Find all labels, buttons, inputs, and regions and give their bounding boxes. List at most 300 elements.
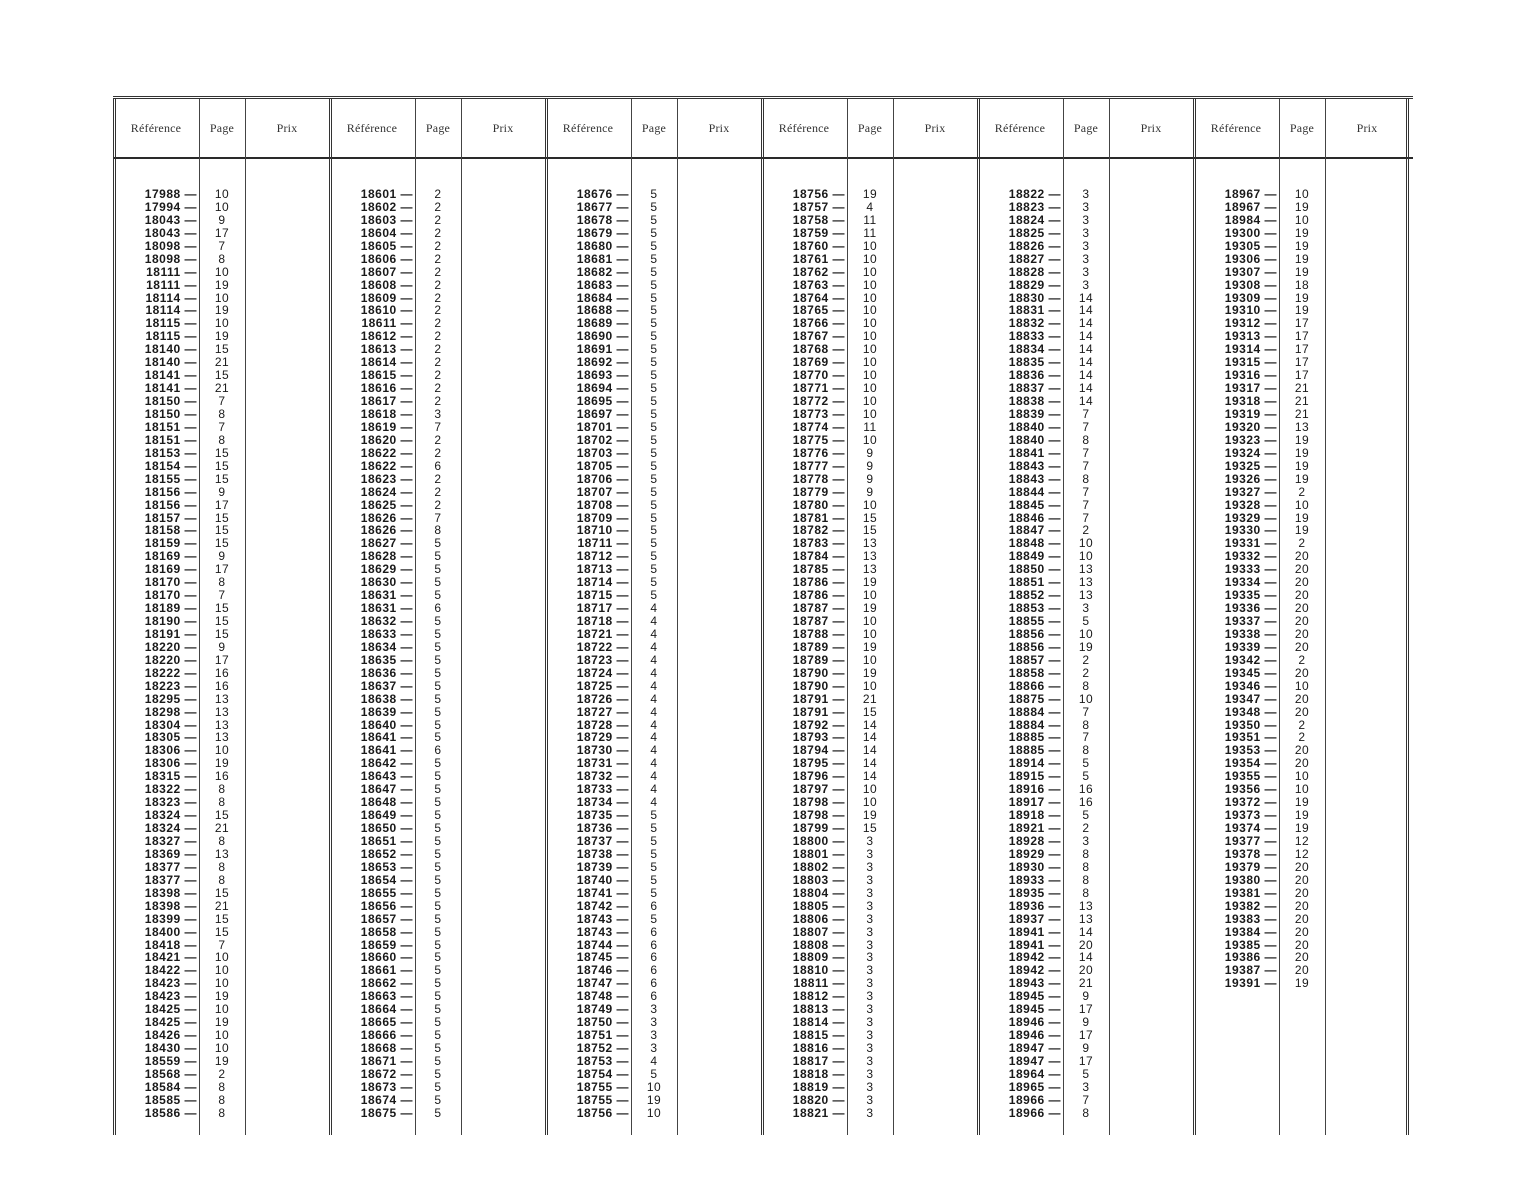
table-row: [761, 874, 977, 887]
page-cell: 2: [434, 238, 442, 253]
reference-cell: 19315 —: [1224, 355, 1277, 370]
table-row: [977, 460, 1193, 473]
reference-cell: 19342 —: [1224, 652, 1277, 667]
reference-cell: 18778 —: [792, 471, 845, 486]
page-cell: 4: [650, 639, 658, 654]
page-cell: 5: [650, 484, 658, 499]
page-cell: 3: [434, 406, 442, 421]
reference-cell: 18755 —: [576, 1092, 629, 1107]
page-cell: 5: [650, 872, 658, 887]
reference-cell: 18657 —: [360, 911, 413, 926]
reference-cell: 18840 —: [1008, 432, 1061, 447]
page-cell: 20: [1294, 963, 1310, 978]
reference-cell: 18744 —: [576, 937, 629, 952]
reference-cell: 19323 —: [1224, 432, 1277, 447]
page-cell: 4: [650, 769, 658, 784]
header-prix: Prix: [276, 120, 298, 135]
table-row: [1193, 667, 1409, 680]
reference-cell: 18640 —: [360, 717, 413, 732]
reference-cell: 18767 —: [792, 329, 845, 344]
reference-cell: 18764 —: [792, 290, 845, 305]
page-cell: 5: [650, 394, 658, 409]
reference-cell: 18398 —: [144, 898, 197, 913]
page-cell: 19: [1294, 976, 1310, 991]
page-cell: 14: [1078, 290, 1094, 305]
table-row: [977, 874, 1193, 887]
reference-cell: 18875 —: [1008, 691, 1061, 706]
reference-cell: 18681 —: [576, 251, 629, 266]
reference-cell: 18801 —: [792, 846, 845, 861]
header-reference: Référence: [1210, 120, 1262, 135]
page-cell: 5: [650, 821, 658, 836]
reference-cell: 18820 —: [792, 1092, 845, 1107]
reference-cell: 18170 —: [144, 588, 197, 603]
table-row: [761, 434, 977, 447]
reference-cell: 18884 —: [1008, 717, 1061, 732]
reference-cell: 18614 —: [360, 355, 413, 370]
page-cell: 15: [214, 536, 230, 551]
table-row: [545, 240, 761, 253]
table-row: [1193, 279, 1409, 292]
table-row: [545, 473, 761, 486]
page-cell: 5: [434, 795, 442, 810]
page-cell: 19: [862, 575, 878, 590]
reference-cell: 18858 —: [1008, 665, 1061, 680]
reference-cell: 18421 —: [144, 950, 197, 965]
reference-cell: 18422 —: [144, 963, 197, 978]
reference-cell: 19308 —: [1224, 277, 1277, 292]
reference-cell: 19385 —: [1224, 937, 1277, 952]
page-cell: 5: [650, 834, 658, 848]
header-reference: Référence: [562, 120, 614, 135]
page-cell: 19: [1294, 821, 1310, 836]
table-row: [329, 486, 545, 499]
table-row: [545, 861, 761, 874]
page-cell: 3: [866, 950, 874, 965]
page-cell: 19: [862, 665, 878, 680]
reference-cell: 18813 —: [792, 1002, 845, 1017]
reference-cell: 18153 —: [144, 445, 197, 460]
reference-cell: 19354 —: [1224, 756, 1277, 771]
page-cell: 3: [1082, 264, 1090, 279]
reference-cell: 17988 —: [144, 187, 197, 201]
table-row: [1193, 499, 1409, 512]
page-cell: 4: [650, 795, 658, 810]
table-row: [329, 887, 545, 900]
reference-cell: 18739 —: [576, 859, 629, 874]
page-cell: 5: [434, 614, 442, 629]
reference-cell: 18966 —: [1008, 1092, 1061, 1107]
reference-cell: 18190 —: [144, 614, 197, 629]
page-cell: 4: [650, 717, 658, 732]
reference-cell: 18808 —: [792, 937, 845, 952]
reference-cell: 18609 —: [360, 290, 413, 305]
reference-cell: 18715 —: [576, 588, 629, 603]
reference-cell: 18636 —: [360, 665, 413, 680]
page-cell: 21: [862, 691, 878, 706]
table-row: [113, 680, 329, 693]
page-cell: 14: [862, 743, 878, 758]
table-row: [329, 861, 545, 874]
table-row: [761, 421, 977, 434]
page-cell: 8: [1082, 678, 1090, 693]
table-row: [1193, 266, 1409, 279]
page-cell: 3: [866, 1066, 874, 1081]
page-cell: 15: [862, 821, 878, 836]
page-cell: 5: [434, 704, 442, 719]
reference-cell: 18821 —: [792, 1105, 845, 1120]
table-row: [545, 900, 761, 913]
reference-cell: 18304 —: [144, 717, 197, 732]
reference-cell: 18115 —: [145, 316, 197, 331]
reference-cell: 18914 —: [1008, 756, 1061, 771]
page-cell: 10: [862, 290, 878, 305]
reference-cell: 18825 —: [1008, 225, 1061, 240]
page-cell: 3: [1082, 251, 1090, 266]
reference-cell: 18399 —: [144, 911, 197, 926]
reference-cell: 18745 —: [576, 950, 629, 965]
reference-cell: 19314 —: [1224, 342, 1277, 357]
page-cell: 13: [214, 846, 230, 861]
page-cell: 5: [1082, 808, 1090, 823]
page-cell: 10: [1294, 187, 1310, 201]
table-row: [977, 266, 1193, 279]
page-cell: 3: [650, 1028, 658, 1043]
reference-cell: 19335 —: [1224, 588, 1277, 603]
reference-cell: 19305 —: [1224, 238, 1277, 253]
reference-cell: 18984 —: [1224, 212, 1277, 227]
reference-cell: 18158 —: [144, 523, 197, 538]
page-cell: 11: [863, 225, 877, 240]
page-cell: 5: [434, 756, 442, 771]
page-cell: 15: [214, 342, 230, 357]
page-cell: 8: [218, 432, 226, 447]
reference-cell: 18626 —: [360, 510, 413, 525]
page-cell: 21: [214, 898, 230, 913]
page-cell: 8: [218, 834, 226, 848]
reference-cell: 18838 —: [1008, 394, 1061, 409]
page-cell: 5: [650, 277, 658, 292]
reference-cell: 18965 —: [1008, 1079, 1061, 1094]
reference-cell: 18423 —: [144, 976, 197, 991]
page-cell: 19: [1294, 290, 1310, 305]
table-row: [977, 654, 1193, 667]
reference-cell: 18661 —: [360, 963, 413, 978]
table-row: [1193, 240, 1409, 253]
reference-cell: 18688 —: [576, 303, 629, 318]
reference-cell: 18921 —: [1008, 821, 1061, 836]
reference-cell: 19380 —: [1224, 872, 1277, 887]
reference-cell: 18836 —: [1008, 368, 1061, 383]
page-cell: 5: [650, 199, 658, 214]
page-cell: 15: [214, 626, 230, 641]
page-cell: 20: [1294, 924, 1310, 939]
page-cell: 10: [1078, 549, 1094, 564]
page-cell: 14: [1078, 355, 1094, 370]
table-row: [1193, 421, 1409, 434]
reference-cell: 18150 —: [144, 406, 197, 421]
page-cell: 14: [1078, 342, 1094, 357]
page-cell: 4: [650, 665, 658, 680]
reference-cell: 18622 —: [360, 445, 413, 460]
page-cell: 5: [650, 588, 658, 603]
page-cell: 19: [214, 989, 230, 1004]
reference-cell: 18798 —: [792, 808, 845, 823]
table-row: [977, 887, 1193, 900]
table-row: [977, 214, 1193, 227]
reference-cell: 18151 —: [144, 432, 197, 447]
page-cell: 2: [1082, 523, 1090, 538]
table-row: [329, 227, 545, 240]
table-row: [545, 693, 761, 706]
page-cell: 13: [862, 549, 878, 564]
page-cell: 8: [1082, 743, 1090, 758]
page-cell: 15: [862, 510, 878, 525]
page-cell: 11: [863, 419, 877, 434]
page-cell: 5: [650, 238, 658, 253]
table-row: [1193, 680, 1409, 693]
reference-cell: 18930 —: [1008, 859, 1061, 874]
page-cell: 10: [214, 1041, 230, 1056]
page-cell: 10: [862, 652, 878, 667]
page-cell: 19: [1294, 795, 1310, 810]
reference-cell: 18639 —: [360, 704, 413, 719]
reference-cell: 18761 —: [792, 251, 845, 266]
reference-cell: 18377 —: [144, 872, 197, 887]
reference-cell: 18788 —: [792, 626, 845, 641]
page-cell: 5: [434, 808, 442, 823]
reference-cell: 18791 —: [792, 704, 845, 719]
header-reference: Référence: [778, 120, 830, 135]
reference-cell: 18617 —: [360, 394, 413, 409]
reference-cell: 18746 —: [576, 963, 629, 978]
table-row: [329, 214, 545, 227]
page-cell: 10: [214, 743, 230, 758]
reference-cell: 18790 —: [792, 678, 845, 693]
page-cell: 10: [1078, 536, 1094, 551]
page-cell: 5: [434, 911, 442, 926]
reference-cell: 18752 —: [576, 1041, 629, 1056]
table-row: [113, 279, 329, 292]
page-cell: 2: [434, 368, 442, 383]
page-cell: 15: [214, 808, 230, 823]
page-cell: 5: [434, 1105, 442, 1120]
page-cell: 5: [650, 251, 658, 266]
page-cell: 20: [1294, 575, 1310, 590]
reference-cell: 18772 —: [792, 394, 845, 409]
table-row: [545, 1094, 761, 1107]
table-row: [113, 1094, 329, 1107]
reference-cell: 18805 —: [792, 898, 845, 913]
reference-cell: 18678 —: [576, 212, 629, 227]
reference-cell: 18398 —: [144, 885, 197, 900]
reference-cell: 18742 —: [576, 898, 629, 913]
page-cell: 17: [214, 225, 230, 240]
page-cell: 3: [650, 1015, 658, 1030]
reference-cell: 18635 —: [360, 652, 413, 667]
page-cell: 3: [650, 1002, 658, 1017]
page-cell: 5: [434, 717, 442, 732]
page-cell: 6: [650, 963, 658, 978]
page-cell: 3: [866, 1092, 874, 1107]
page-cell: 15: [214, 523, 230, 538]
page-cell: 5: [650, 419, 658, 434]
reference-cell: 18847 —: [1008, 523, 1061, 538]
reference-cell: 18418 —: [144, 937, 197, 952]
reference-cell: 19386 —: [1224, 950, 1277, 965]
page-cell: 5: [434, 562, 442, 577]
page-cell: 6: [434, 458, 442, 473]
page-cell: 9: [866, 458, 874, 473]
table-row: [545, 214, 761, 227]
table-row: [1193, 227, 1409, 240]
table-row: [761, 1094, 977, 1107]
reference-cell: 18603 —: [360, 212, 413, 227]
page-cell: 5: [650, 290, 658, 305]
page-cell: 10: [214, 976, 230, 991]
reference-cell: 18672 —: [360, 1066, 413, 1081]
reference-cell: 19381 —: [1224, 885, 1277, 900]
reference-cell: 18916 —: [1008, 782, 1061, 797]
reference-cell: 18679 —: [576, 225, 629, 240]
table-row: [329, 693, 545, 706]
page-cell: 7: [1082, 406, 1090, 421]
page-cell: 2: [434, 394, 442, 409]
reference-cell: 18658 —: [360, 924, 413, 939]
reference-cell: 18643 —: [360, 769, 413, 784]
reference-cell: 19387 —: [1224, 963, 1277, 978]
page-cell: 3: [866, 898, 874, 913]
reference-cell: 18918 —: [1008, 808, 1061, 823]
page-cell: 5: [434, 885, 442, 900]
reference-cell: 18933 —: [1008, 872, 1061, 887]
page-cell: 10: [862, 251, 878, 266]
reference-cell: 18730 —: [576, 743, 629, 758]
page-cell: 3: [866, 1002, 874, 1017]
table-row: [977, 227, 1193, 240]
reference-cell: 18426 —: [144, 1028, 197, 1043]
page-cell: 2: [434, 445, 442, 460]
page-cell: 5: [434, 1053, 442, 1068]
page-cell: 14: [1078, 368, 1094, 383]
page-cell: 9: [866, 445, 874, 460]
reference-cell: 18641 —: [360, 730, 413, 745]
table-row: [545, 201, 761, 214]
page-cell: 10: [862, 588, 878, 603]
page-cell: 5: [434, 782, 442, 797]
page-cell: 2: [434, 290, 442, 305]
page-cell: 10: [862, 355, 878, 370]
reference-cell: 18682 —: [576, 264, 629, 279]
reference-cell: 18734 —: [576, 795, 629, 810]
table-row: [761, 693, 977, 706]
table-row: [545, 266, 761, 279]
reference-cell: 18966 —: [1008, 1105, 1061, 1120]
table-row: [761, 201, 977, 214]
reference-cell: 19332 —: [1224, 549, 1277, 564]
table-row: [1193, 641, 1409, 654]
reference-cell: 18664 —: [360, 1002, 413, 1017]
column-group-1: [113, 99, 329, 1135]
reference-cell: 18633 —: [360, 626, 413, 641]
table-row: [761, 1081, 977, 1094]
page-cell: 15: [214, 458, 230, 473]
table-row: [977, 1081, 1193, 1094]
reference-cell: 18793 —: [792, 730, 845, 745]
table-row: [545, 434, 761, 447]
reference-cell: 18222 —: [144, 665, 197, 680]
page-cell: 10: [862, 316, 878, 331]
table-row: [1193, 706, 1409, 719]
page-cell: 19: [1294, 510, 1310, 525]
reference-cell: 18787 —: [792, 601, 845, 616]
reference-cell: 18828 —: [1008, 264, 1061, 279]
reference-cell: 18683 —: [576, 277, 629, 292]
page-cell: 2: [434, 187, 442, 201]
reference-cell: 18613 —: [360, 342, 413, 357]
page-cell: 3: [1082, 834, 1090, 848]
reference-cell: 19334 —: [1224, 575, 1277, 590]
reference-cell: 18790 —: [792, 665, 845, 680]
reference-cell: 18749 —: [576, 1002, 629, 1017]
page-cell: 10: [862, 368, 878, 383]
table-row: [329, 1107, 545, 1120]
page-cell: 3: [1082, 277, 1090, 292]
reference-cell: 18782 —: [792, 523, 845, 538]
page-cell: 4: [650, 743, 658, 758]
reference-cell: 18763 —: [792, 277, 845, 292]
page-cell: 5: [434, 1041, 442, 1056]
page-cell: 3: [866, 924, 874, 939]
page-cell: 16: [1078, 782, 1094, 797]
page-cell: 2: [1082, 652, 1090, 667]
page-cell: 9: [866, 471, 874, 486]
page-cell: 10: [862, 394, 878, 409]
reference-cell: 18662 —: [360, 976, 413, 991]
page-cell: 2: [434, 497, 442, 512]
page-cell: 4: [650, 691, 658, 706]
reference-cell: 18774 —: [792, 419, 845, 434]
table-row: [329, 706, 545, 719]
table-row: [545, 874, 761, 887]
page-cell: 20: [1294, 562, 1310, 577]
reference-cell: 18324 —: [144, 821, 197, 836]
reference-cell: 18850 —: [1008, 562, 1061, 577]
page-cell: 19: [862, 808, 878, 823]
reference-cell: 18840 —: [1008, 419, 1061, 434]
reference-cell: 18738 —: [576, 846, 629, 861]
table-row: [1193, 201, 1409, 214]
table-row: [545, 460, 761, 473]
reference-cell: 18628 —: [360, 549, 413, 564]
page-cell: 19: [1294, 445, 1310, 460]
reference-cell: 19383 —: [1224, 911, 1277, 926]
page-cell: 2: [434, 277, 442, 292]
reference-cell: 18812 —: [792, 989, 845, 1004]
table-row: [977, 253, 1193, 266]
reference-cell: 18852 —: [1008, 588, 1061, 603]
header-page: Page: [1289, 120, 1315, 135]
reference-cell: 18675 —: [360, 1105, 413, 1120]
page-cell: 9: [1082, 1041, 1090, 1056]
page-cell: 17: [1078, 1002, 1094, 1017]
table-row: [113, 861, 329, 874]
table-row: [1193, 861, 1409, 874]
page-cell: 5: [434, 846, 442, 861]
header-prix: Prix: [492, 120, 514, 135]
page-cell: 7: [1082, 458, 1090, 473]
page-cell: 2: [1082, 821, 1090, 836]
